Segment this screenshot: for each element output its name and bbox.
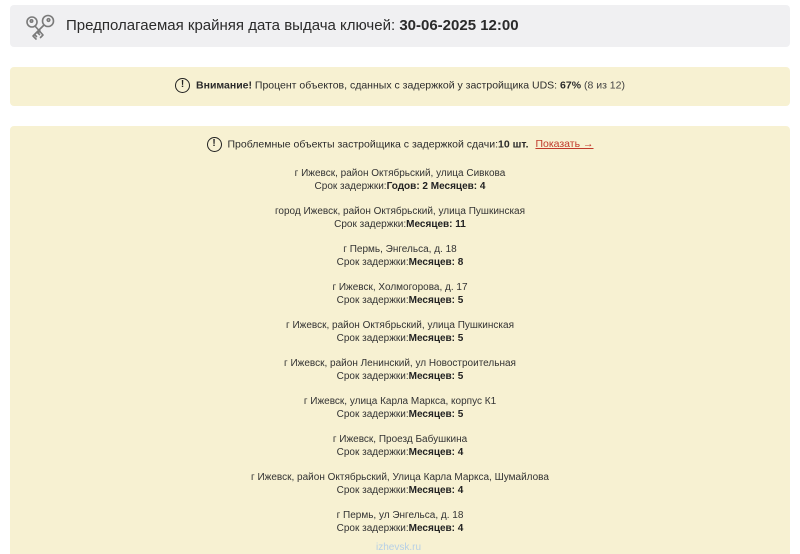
object-delay <box>10 256 790 269</box>
delay-label: Срок задержки: <box>336 523 409 534</box>
object-delay <box>10 332 790 345</box>
delay-value: Месяцев: 5 <box>408 409 464 420</box>
delay-value: Месяцев: 5 <box>408 333 464 344</box>
object-delay <box>10 218 790 231</box>
delay-label: Срок задержки: <box>314 181 387 192</box>
object-delay <box>10 446 790 459</box>
object-address: город Ижевск, район Октябрьский, улица Пушкинская <box>274 206 526 217</box>
list-item <box>10 433 790 471</box>
list-item <box>10 357 790 395</box>
show-problem-objects-link[interactable]: Показать → <box>535 138 594 151</box>
delay-value: Месяцев: 5 <box>408 371 464 382</box>
list-item <box>10 471 790 509</box>
object-address: г Ижевск, Холмогорова, д. 17 <box>332 282 468 293</box>
object-address: г Ижевск, район Октябрьский, Улица Карла Маркса, Шумайлова <box>251 472 549 483</box>
object-delay <box>10 370 790 383</box>
exclamation-circle-icon: ! <box>175 78 190 93</box>
problem-objects-text: Проблемные объекты застройщика с задержкой сдачи: <box>227 138 499 151</box>
delay-label: Срок задержки: <box>336 295 409 306</box>
list-item <box>10 319 790 357</box>
object-address: г Ижевск, район Ленинский, ул Новостроительная <box>284 358 516 369</box>
keys-date-value: 30-06-2025 12:00 <box>399 17 519 34</box>
object-address: г Пермь, Энгельса, д. 18 <box>343 244 457 255</box>
watermark: izhevsk.ru <box>376 542 422 553</box>
object-address: г Ижевск, район Октябрьский, улица Пушкинская <box>286 320 514 331</box>
delay-label: Срок задержки: <box>336 409 409 420</box>
warning-text: Процент объектов, сданных с задержкой у застройщика UDS: <box>254 79 558 92</box>
problem-objects-count: 10 шт. <box>498 138 529 151</box>
object-address: г Ижевск, Проезд Бабушкина <box>332 434 468 445</box>
delay-label: Срок задержки: <box>336 371 409 382</box>
delay-warning-line <box>10 78 790 93</box>
delay-label: Срок задержки: <box>336 447 409 458</box>
exclamation-circle-icon: ! <box>207 137 222 152</box>
list-item <box>10 395 790 433</box>
delay-label: Срок задержки: <box>336 485 409 496</box>
object-delay <box>10 180 790 193</box>
keys-icon <box>23 13 57 43</box>
problem-objects-list <box>10 167 790 547</box>
problem-objects-panel <box>10 126 790 554</box>
object-delay <box>10 408 790 421</box>
warning-label: Внимание! <box>196 79 252 92</box>
warning-percent: 67% <box>560 79 582 92</box>
problem-objects-header <box>10 137 790 152</box>
delay-warning-panel <box>10 67 790 106</box>
keys-date-text <box>66 17 519 34</box>
object-address: г Ижевск, район Октябрьский, улица Сивкова <box>294 168 506 179</box>
delay-value: Годов: 2 Месяцев: 4 <box>386 181 486 192</box>
delay-label: Срок задержки: <box>336 257 409 268</box>
keys-date-label: Предполагаемая крайняя дата выдача ключей: <box>66 17 396 34</box>
warning-count: (8 из 12) <box>583 79 625 92</box>
delay-label: Срок задержки: <box>334 219 407 230</box>
object-delay <box>10 522 790 535</box>
keys-date-panel <box>10 5 790 47</box>
delay-label: Срок задержки: <box>336 333 409 344</box>
delay-value: Месяцев: 8 <box>408 257 464 268</box>
list-item <box>10 243 790 281</box>
object-address: г Ижевск, улица Карла Маркса, корпус К1 <box>303 396 497 407</box>
delay-value: Месяцев: 4 <box>408 523 464 534</box>
object-address: г Пермь, ул Энгельса, д. 18 <box>336 510 464 521</box>
list-item <box>10 167 790 205</box>
object-delay <box>10 294 790 307</box>
delay-value: Месяцев: 4 <box>408 485 464 496</box>
object-delay <box>10 484 790 497</box>
delay-value: Месяцев: 5 <box>408 295 464 306</box>
delay-value: Месяцев: 4 <box>408 447 464 458</box>
list-item <box>10 205 790 243</box>
list-item <box>10 281 790 319</box>
delay-value: Месяцев: 11 <box>406 219 466 230</box>
